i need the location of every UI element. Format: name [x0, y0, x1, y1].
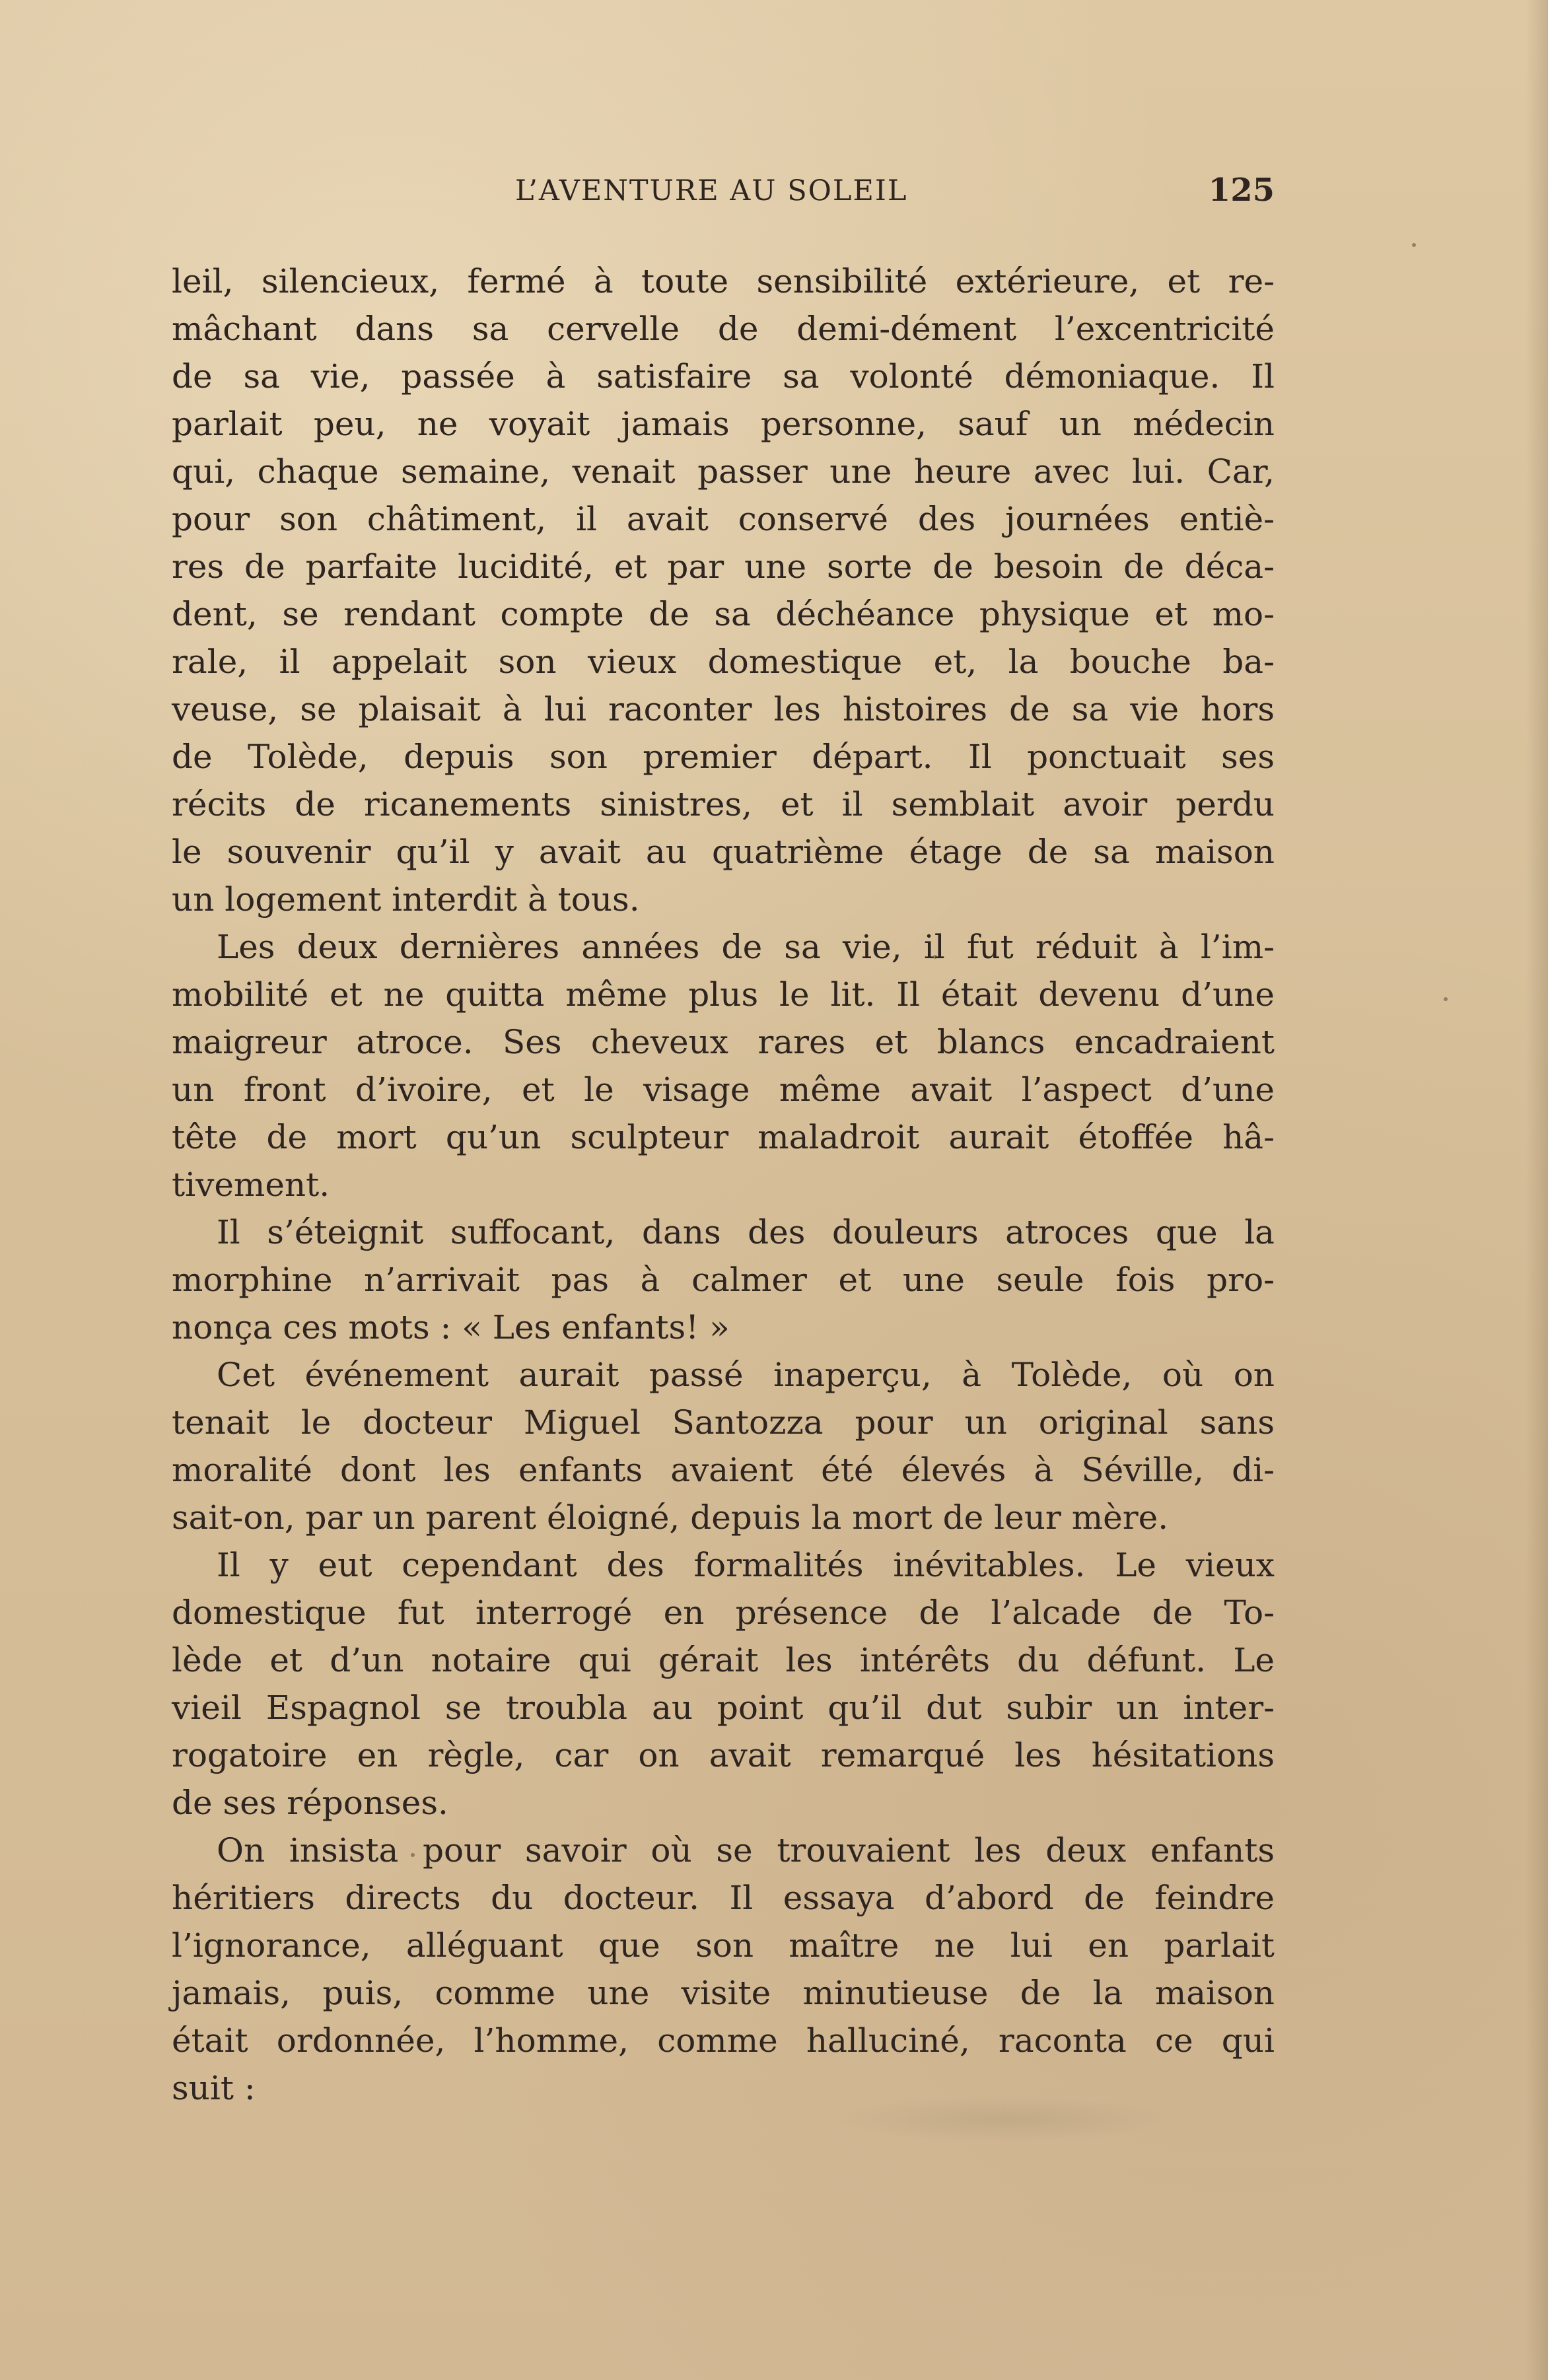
page-number: 125: [1208, 172, 1275, 209]
paragraph-end-line: suit :: [172, 2069, 256, 2107]
paragraph-end-line: nonça ces mots : « Les enfants! »: [172, 1308, 730, 1347]
paragraph-end-line: de ses réponses.: [172, 1784, 448, 1822]
paragraph-end-line: un logement interdit à tous.: [172, 880, 640, 919]
page-header: [172, 165, 1275, 225]
text-line: leil, silencieux, fermé à toute sensibilité extérieure, et re-: [172, 262, 1275, 300]
text-line: rale, il appelait son vieux domestique et, la bouche ba-: [172, 643, 1275, 681]
text-line: de sa vie, passée à satisfaire sa volonté démoniaque. Il: [172, 357, 1275, 396]
paragraph-end-line: sait-on, par un parent éloigné, depuis la mort de leur mère.: [172, 1498, 1169, 1537]
text-line: était ordonnée, l’homme, comme halluciné, raconta ce qui: [172, 2021, 1275, 2060]
text-line: Les deux dernières années de sa vie, il fut réduit à l’im-: [217, 928, 1275, 966]
text-line: mâchant dans sa cervelle de demi-dément l’excentricité: [172, 310, 1275, 348]
text-line: veuse, se plaisait à lui raconter les histoires de sa vie hors: [172, 690, 1275, 728]
text-line: qui, chaque semaine, venait passer une heure avec lui. Car,: [172, 452, 1275, 491]
text-line: maigreur atroce. Ses cheveux rares et blancs encadraient: [172, 1023, 1275, 1061]
text-line: l’ignorance, alléguant que son maître ne lui en parlait: [172, 1926, 1275, 1965]
text-line: un front d’ivoire, et le visage même avait l’aspect d’une: [172, 1070, 1275, 1109]
running-head: L’AVENTURE AU SOLEIL: [515, 174, 908, 207]
text-line: res de parfaite lucidité, et par une sorte de besoin de déca-: [172, 547, 1275, 586]
page-edge-shadow: [1526, 0, 1548, 2380]
text-line: tenait le docteur Miguel Santozza pour un original sans: [172, 1403, 1275, 1442]
text-line: Il y eut cependant des formalités inévitables. Le vieux: [217, 1546, 1275, 1584]
text-line: Il s’éteignit suffocant, dans des douleurs atroces que la: [217, 1213, 1275, 1251]
text-line: Cet événement aurait passé inaperçu, à Tolède, où on: [217, 1356, 1275, 1394]
text-line: tête de mort qu’un sculpteur maladroit aurait étoffée hâ-: [172, 1118, 1275, 1156]
text-line: pour son châtiment, il avait conservé des journées entiè-: [172, 500, 1275, 538]
text-line: parlait peu, ne voyait jamais personne, sauf un médecin: [172, 405, 1275, 443]
paragraph-end-line: tivement.: [172, 1166, 330, 1204]
text-line: rogatoire en règle, car on avait remarqué les hésitations: [172, 1736, 1275, 1774]
text-line: On insista pour savoir où se trouvaient les deux enfants: [217, 1831, 1275, 1870]
text-line: domestique fut interrogé en présence de l’alcade de To-: [172, 1593, 1275, 1632]
text-line: jamais, puis, comme une visite minutieuse de la maison: [172, 1974, 1275, 2012]
text-line: vieil Espagnol se troubla au point qu’il dut subir un inter-: [172, 1689, 1275, 1727]
text-line: le souvenir qu’il y avait au quatrième étage de sa maison: [172, 833, 1275, 871]
body-text: [172, 258, 1275, 2112]
text-line: lède et d’un notaire qui gérait les intérêts du défunt. Le: [172, 1641, 1275, 1679]
text-line: récits de ricanements sinistres, et il semblait avoir perdu: [172, 785, 1275, 823]
text-line: dent, se rendant compte de sa déchéance physique et mo-: [172, 595, 1275, 633]
text-line: moralité dont les enfants avaient été élevés à Séville, di-: [172, 1451, 1275, 1489]
text-line: mobilité et ne quitta même plus le lit. Il était devenu d’une: [172, 975, 1275, 1014]
ink-speck: [1444, 997, 1448, 1001]
text-line: de Tolède, depuis son premier départ. Il ponctuait ses: [172, 738, 1275, 776]
ink-speck: [1412, 243, 1416, 247]
text-line: héritiers directs du docteur. Il essaya d’abord de feindre: [172, 1879, 1275, 1917]
text-line: morphine n’arrivait pas à calmer et une seule fois pro-: [172, 1261, 1275, 1299]
